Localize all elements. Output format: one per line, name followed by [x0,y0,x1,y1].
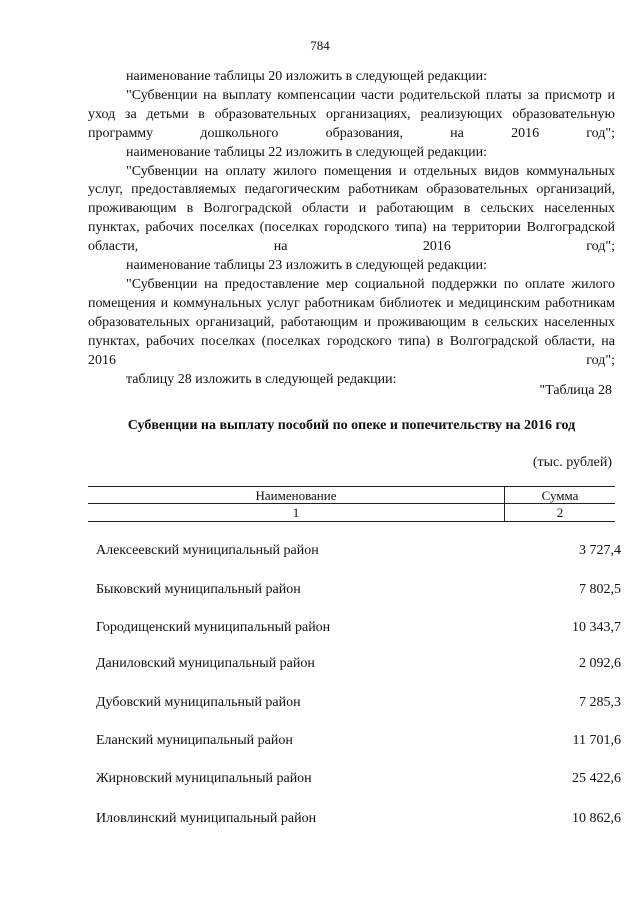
table-row [96,582,621,602]
row-name: Еланский муниципальный район [96,733,293,748]
table-row [96,620,621,640]
table-row [96,656,621,676]
table-top-rule [88,486,615,487]
row-name: Даниловский муниципальный район [96,656,315,671]
row-value: 3 727,4 [579,543,621,558]
table-row [96,771,621,791]
row-name: Дубовский муниципальный район [96,695,301,710]
paragraph-6: "Субвенции на предоставление мер социальной поддержки по оплате жилого помещения и коммунальных услуг работникам библиотек и медицинским работникам образовательных организаций, работающим и проживающим в сельских населенных пунктах, рабочих поселках (поселках городского типа) в Волгоградской области, на 2016 год"; [88,276,615,368]
row-name: Жирновский муниципальный район [96,771,312,786]
table-row [96,733,621,753]
units-label: (тыс. рублей) [532,455,612,470]
amendment-text [88,68,615,389]
paragraph-1: наименование таблицы 20 изложить в следующей редакции: [126,69,488,84]
row-value: 2 092,6 [579,656,621,671]
row-value: 25 422,6 [572,771,621,786]
paragraph-2: "Субвенции на выплату компенсации части родительской платы за присмотр и уход за детьми в образовательных организациях, реализующих образовательную программу дошкольного образования, на 2016 год"; [88,87,615,141]
table-label: "Таблица 28 [539,383,612,398]
row-value: 7 285,3 [579,695,621,710]
header-name: Наименование [255,488,337,503]
table-row [96,543,621,563]
row-name: Алексеевский муниципальный район [96,543,319,558]
paragraph-4: "Субвенции на оплату жилого помещения и отдельных видов коммунальных услуг, предоставляемых педагогическим работникам образовательных организаций, проживающим в Волгоградской области и работающим в сельских населенных пунктах, рабочих поселках (поселках городского типа) на территории Волгоградской области, на 2016 год"; [88,163,615,255]
table-row [96,811,621,831]
column-number-1: 1 [292,505,300,520]
row-name: Быковский муниципальный район [96,582,301,597]
row-name: Иловлинский муниципальный район [96,811,317,826]
paragraph-5: наименование таблицы 23 изложить в следующей редакции: [126,258,488,274]
column-number-2: 2 [556,505,564,520]
table-title: Субвенции на выплату пособий по опеке и попечительству на 2016 год [127,418,576,433]
row-value: 10 862,6 [572,811,621,826]
table-numbers-rule [88,521,615,522]
table-row [96,695,621,715]
header-amount: Сумма [541,488,579,503]
row-value: 10 343,7 [572,620,621,635]
row-name: Городищенский муниципальный район [96,620,331,635]
page-number: 784 [310,38,330,53]
paragraph-3: наименование таблицы 22 изложить в следующей редакции: [126,144,488,160]
paragraph-7: таблицу 28 изложить в следующей редакции: [126,371,397,387]
row-value: 7 802,5 [579,582,621,597]
row-value: 11 701,6 [572,733,621,748]
